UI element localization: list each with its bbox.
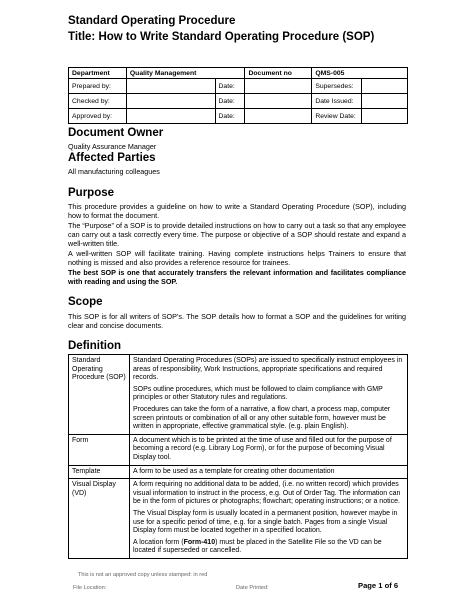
docno-label: Document no (245, 68, 312, 79)
definition-term: Visual Display (VD) (69, 479, 130, 559)
control-row-approved (69, 109, 408, 124)
purpose-paragraph-4: The best SOP is one that accurately transfers the relevant information and facilitates compliance with reading and using the SOP. (68, 268, 406, 286)
document-control-table (68, 67, 408, 124)
department-value: Quality Management (126, 68, 245, 79)
scope-heading: Scope (68, 296, 103, 308)
definition-paragraph: A document which is to be printed at the time of use and filled out for the purpose of becoming a record (e.g. Library Log Form), or for the purpose of becoming Visual Display tool. (133, 436, 392, 461)
footer-copy-notice: This is not an approved copy unless stamped: in red (78, 572, 208, 578)
document-owner-heading: Document Owner (68, 127, 164, 139)
prepared-by-value (126, 79, 215, 94)
footer-file-location: File Location: (73, 585, 107, 591)
definition-paragraph: The Visual Display form is usually located in a permanent position, however maybe in use for a specific period of time, e.g. for a single batch. Pages from a single Visual Display form must be located together in a specified location. (133, 509, 398, 535)
prepared-date-value (245, 79, 312, 94)
definition-paragraph: Procedures can take the form of a narrative, a flow chart, a process map, computer screen printouts or combination of all or any other suitable form, however must be written in appropriate, effective grammatical style. (e.g. plain English). (133, 405, 391, 431)
checked-date-label: Date: (215, 94, 245, 109)
scope-paragraph: This SOP is for all writers of SOP’s. The SOP details how to format a SOP and the guidelines for writing clear and concise documents. (68, 312, 406, 330)
control-row-prepared (69, 79, 408, 94)
definition-row-form (69, 434, 408, 465)
document-owner-text: Quality Assurance Manager (68, 142, 157, 151)
control-table-header (69, 68, 408, 79)
definition-paragraph: SOPs outline procedures, which must be followed to claim compliance with GMP principles or other Statutory rules and regulations. (133, 385, 383, 402)
definition-term: Template (69, 465, 130, 479)
checked-by-label: Checked by: (69, 94, 127, 109)
footer-date-printed: Date Printed: (236, 585, 269, 591)
checked-date-value (245, 94, 312, 109)
approved-date-label: Date: (215, 109, 245, 124)
definition-paragraph: A form to be used as a template for creating other documentation (133, 467, 335, 475)
definition-table (68, 354, 408, 559)
date-issued-label: Date Issued: (312, 94, 362, 109)
review-date-value (362, 109, 408, 124)
document-subtitle: Title: How to Write Standard Operating Procedure (SOP) (68, 31, 375, 43)
prepared-date-label: Date: (215, 79, 245, 94)
purpose-heading: Purpose (68, 187, 115, 199)
supersedes-label: Supersedes: (312, 79, 362, 94)
affected-parties-text: All manufacturing colleagues (68, 167, 160, 176)
definition-heading: Definition (68, 340, 122, 352)
page-number: Page 1 of 6 (358, 581, 399, 590)
definition-description (130, 355, 408, 435)
docno-value: QMS-005 (312, 68, 408, 79)
approved-by-label: Approved by: (69, 109, 127, 124)
approved-date-value (245, 109, 312, 124)
control-row-checked (69, 94, 408, 109)
date-issued-value (362, 94, 408, 109)
purpose-paragraph-1: This procedure provides a guideline on how to write a Standard Operating Procedure (SOP), including how to format the document. (68, 202, 406, 220)
approved-by-value (126, 109, 215, 124)
document-title: Standard Operating Procedure (68, 15, 236, 27)
definition-description (130, 479, 408, 559)
definition-description (130, 434, 408, 465)
definition-term: Standard Operating Procedure (SOP) (69, 355, 130, 435)
definition-paragraph: Standard Operating Procedures (SOPs) are issued to specifically instruct employees in areas of responsibility, Work Instructions, appropriate specifications and required records. (133, 357, 403, 382)
definition-paragraph: A location form (Form-410) must be placed in the Satellite File so the VD can be located if superseded or cancelled. (133, 538, 382, 555)
checked-by-value (126, 94, 215, 109)
definition-description (130, 465, 408, 479)
purpose-paragraph-2: The “Purpose” of a SOP is to provide detailed instructions on how to carry out a task so that any employee can carry out a task correctly every time. The purpose or objective of a SOP should restate and expand a well-written title. (68, 221, 406, 248)
definition-row-sop (69, 355, 408, 435)
prepared-by-label: Prepared by: (69, 79, 127, 94)
department-label: Department (69, 68, 127, 79)
supersedes-value (362, 79, 408, 94)
definition-paragraph: A form requiring no additional data to be added, (i.e. no written record) which provides visual information to instruct in the process, e.g. Out of Order Tag. The information can be in the form of pictures or photographs; flowchart; operating instructions; or a notice. (133, 481, 401, 506)
definition-row-visual-display (69, 479, 408, 559)
definition-row-template (69, 465, 408, 479)
review-date-label: Review Date: (312, 109, 362, 124)
definition-term: Form (69, 434, 130, 465)
purpose-paragraph-3: A well-written SOP will facilitate training. Having complete instructions helps Trainers to ensure that nothing is missed and also provides a reference resource for trainees. (68, 249, 406, 267)
affected-parties-heading: Affected Parties (68, 152, 156, 164)
